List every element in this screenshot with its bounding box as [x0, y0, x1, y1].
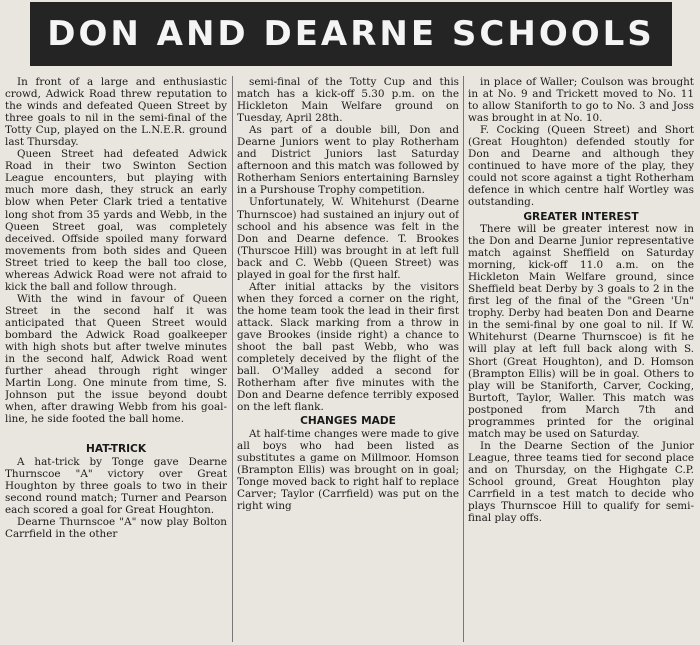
subheading: CHANGES MADE: [300, 415, 396, 428]
paragraph: In front of a large and enthusiastic crowd, Adwick Road threw reputation to the winds and defeated Queen Street by three goals to nil in the semi-final of the Totty Cup, played on the L.N.E.R. ground last Thursday.: [5, 76, 227, 149]
column-3: [468, 76, 694, 642]
column-2: [237, 76, 459, 642]
paragraph: As part of a double bill, Don and Dearne Juniors went to play Rotherham and District Juniors last Saturday afternoon and this match was followed by Rotherham Seniors entertaining Barnsley in a Purshouse Trophy competition.: [237, 124, 459, 197]
paragraph: In the Dearne Section of the Junior League, three teams tied for second place and on Thursday, on the Highgate C.P. School ground, Great Houghton play Carrfield in a test match to decide who plays Thurnscoe Hill to qualify for semi-final play offs.: [468, 439, 694, 525]
paragraph: in place of Waller; Coulson was brought in at No. 9 and Trickett moved to No. 11 to allow Staniforth to go to No. 3 and Joss was brought in at No. 10.: [468, 76, 694, 125]
paragraph: Dearne Thurnscoe "A" now play Bolton Carrfield in the other: [5, 516, 227, 541]
column-divider: [463, 76, 464, 642]
column-divider: [232, 76, 233, 642]
paragraph: There will be greater interest now in the Don and Dearne Junior representative match against Sheffield on Saturday morning, kick-off 11.0 a.m. on the Hickleton Main Welfare ground, since Sheffield beat Derby by 3 goals to 2 in the first leg of the final of the "Green 'Un" trophy. Derby had beaten Don and Dearne in the semi-final by one goal to nil. If W. Whitehurst (Dearne Thurnscoe) is fit he will play at left full back along with S. Short (Great Houghton), and D. Homson (Brampton Ellis) will be in goal. Others to play will be Staniforth, Carver, Cocking, Burtoft, Taylor, Waller. This match was postponed from March 7th and programmes printed for the original match may be used on Saturday.: [468, 223, 694, 440]
paragraph: semi-final of the Totty Cup and this match has a kick-off 5.30 p.m. on the Hickleton Main Welfare ground on Tuesday, April 28th.: [237, 76, 459, 125]
paragraph: At half-time changes were made to give all boys who had been listed as substitutes a game on Millmoor. Homson (Brampton Ellis) was brought on in goal; Tonge moved back to right half to replace Carver; Taylor (Carrfield) was put on the right wing: [237, 427, 459, 513]
subheading: HAT-TRICK: [85, 443, 147, 456]
paragraph: After initial attacks by the visitors when they forced a corner on the right, the home team took the lead in their first attack. Slack marking from a throw in gave Brookes (inside right) a chance to shoot the ball past Webb, who was completely deceived by the flight of the ball. O'Malley added a second for Rotherham after five minutes with the Don and Dearne defence terribly exposed on the left flank.: [237, 280, 459, 414]
column-1: [5, 76, 227, 642]
spacer: [5, 425, 227, 441]
headline: DON AND DEARNE SCHOOLS: [47, 14, 655, 54]
headline-banner: [30, 2, 672, 66]
paragraph: Unfortunately, W. Whitehurst (Dearne Thurnscoe) had sustained an injury out of school and his absence was felt in the Don and Dearne defence. T. Brookes (Thurscoe Hill) was brought in at left full back and C. Webb (Queen Street) was played in goal for the first half.: [237, 196, 459, 281]
paragraph: F. Cocking (Queen Street) and Short (Great Houghton) defended stoutly for Don and Dearne and although they continued to have more of the play, they could not score against a tight Rotherham defence in which centre half Wortley was outstanding.: [468, 124, 694, 209]
paragraph: A hat-trick by Tonge gave Dearne Thurnscoe "A" victory over Great Houghton by three goals to two in their second round match; Turner and Pearson each scored a goal for Great Houghton.: [5, 455, 227, 517]
subheading: GREATER INTEREST: [523, 210, 639, 223]
paragraph: With the wind in favour of Queen Street in the second half it was anticipated that Queen Street would bombard the Adwick Road goalkeeper with high shots but after twelve minutes in the second half, Adwick Road went further ahead through right winger Martin Long. One minute from time, S. Johnson put the issue beyond doubt when, after drawing Webb from his goal-line, he side footed the ball home.: [5, 292, 227, 426]
paragraph: Queen Street had defeated Adwick Road in their two Swinton Section League encounters, but playing with much more dash, they struck an early blow when Peter Clark tried a tentative long shot from 35 yards and Webb, in the Queen Street goal, was completely deceived. Offside spoiled many forward movements from both sides and Queen Street tried to keep the ball too close, whereas Adwick Road were not afraid to kick the ball and follow through.: [5, 148, 227, 293]
